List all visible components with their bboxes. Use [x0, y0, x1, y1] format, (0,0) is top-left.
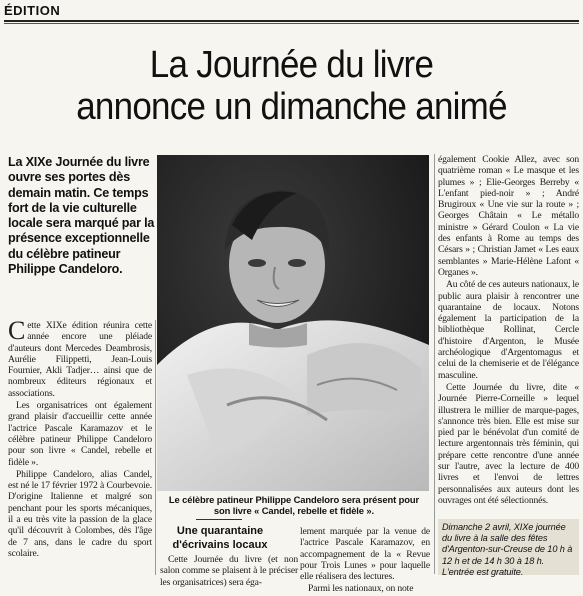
section-rule-thin — [4, 23, 579, 24]
article-column-2b — [300, 526, 430, 596]
column2-paragraph-3: Parmi les nationaux, on note — [308, 583, 414, 595]
info-box-text: Dimanche 2 avril, XIXe journée du livre à la salle des fêtes d'Argenton-sur-Creuse de 10 h à 12 h et de 14 h 30 à 18 h. L'entrée est gratuite. — [442, 522, 573, 577]
column3-paragraph-3: Cette Journée du livre, dite « Journée Pierre-Corneille » lequel illustrera le millier de marque-pages, s'annonce très bien. Elle est mise sur pied par le bénévolat d'un comité de lecture argentonnais très féminin, qui prépare cette rencontre d'une année sur l'autre, avec la lecture de 400 livres et l'envoi de lettres personnalisées aux auteurs dont les ouvrages ont été sélectionnés. — [438, 381, 579, 506]
photo-candeloro — [157, 155, 429, 491]
column2-paragraph-1: Cette Journée du livre (et non salon comme se plaisent à le préciser les organisatrices) sera éga- — [160, 554, 298, 588]
drop-cap: C — [8, 316, 26, 345]
headline-line-2: annonce un dimanche animé — [76, 86, 507, 128]
column1-paragraph-3: Philippe Candeloro, alias Candel, est né le 17 février 1972 à Courbevoie. D'origine Italienne et malgré son penchant pour les sports mécaniques, il a eu très vite la passion de la glace qu'il découvrit à Colombes, dès l'âge de 7 ans, dans le cadre du sport scolaire. — [8, 468, 152, 559]
lede-paragraph: La XIXe Journée du livre ouvre ses portes dès demain matin. Ce temps fort de la vie culturelle locale sera marqué par la présence exceptionnelle du célèbre patineur Philippe Candeloro. — [8, 155, 155, 277]
subhead: Une quarantaine d'écrivains locaux — [172, 525, 268, 551]
column2-paragraph-2: lement marquée par la venue de l'actrice Pascale Karamazov, en accompagnement de la « Revue pour Trois Lunes » pour laquelle elle réalisera des lectures. — [300, 526, 430, 583]
photo-caption: Le célèbre patineur Philippe Candeloro sera présent pour son livre « Candel, rebelle et fidèle ». — [168, 494, 420, 516]
column3-paragraph-2: Au côté de ces auteurs nationaux, le public aura plaisir à rencontrer une quarantaine de locaux. Notons également la participation de la bibliothèque Rollinat, Cercle d'histoire d'Argenton, le Musée archéologique d'Argentomagus et celui de la chemiserie et de l'élégance masculine. — [438, 279, 579, 381]
column1-paragraph-2: Les organisatrices ont également grand plaisir d'accueillir cette année l'actrice Pascale Karamazov et le célèbre patineur Philippe Candeloro pour son livre « Candel, rebelle et fidèle ». — [8, 400, 152, 468]
column-divider-3 — [434, 154, 435, 574]
section-rule — [4, 20, 579, 22]
subhead-rule — [196, 519, 242, 520]
column-divider-1 — [155, 320, 156, 575]
headline-line-1: La Journée du livre — [149, 44, 434, 86]
column3-paragraph-1: également Cookie Allez, avec son quatrième roman « Le masque et les plumes » ; Elie-Georges Berreby « L'enfant pied-noir » ; André Brugiroux « Une vie sur la route » ; Georges Châtain « Le métallo ministre » Gérard Coulon « La vie des enfants à Rome au temps des Césars » ; Christian Jamet « Les eaux semblantes » Marie-Hélène Lafont « Organes ». — [438, 154, 579, 278]
column1-paragraph-1: ette XIXe édition réunira cette année encore une pléiade d'auteurs dont Mercedes Deambrosis, Aurélie Filippetti, Jean-Louis Fournier, Akli Tadjer… ainsi que de nombreux éditeurs régionaux et associations. — [8, 320, 152, 399]
article-column-3 — [438, 154, 579, 507]
section-label: ÉDITION — [4, 3, 61, 18]
article-column-2a — [160, 554, 298, 589]
photo-illustration — [157, 155, 429, 491]
article-column-1 — [8, 316, 152, 560]
headline — [23, 44, 559, 128]
